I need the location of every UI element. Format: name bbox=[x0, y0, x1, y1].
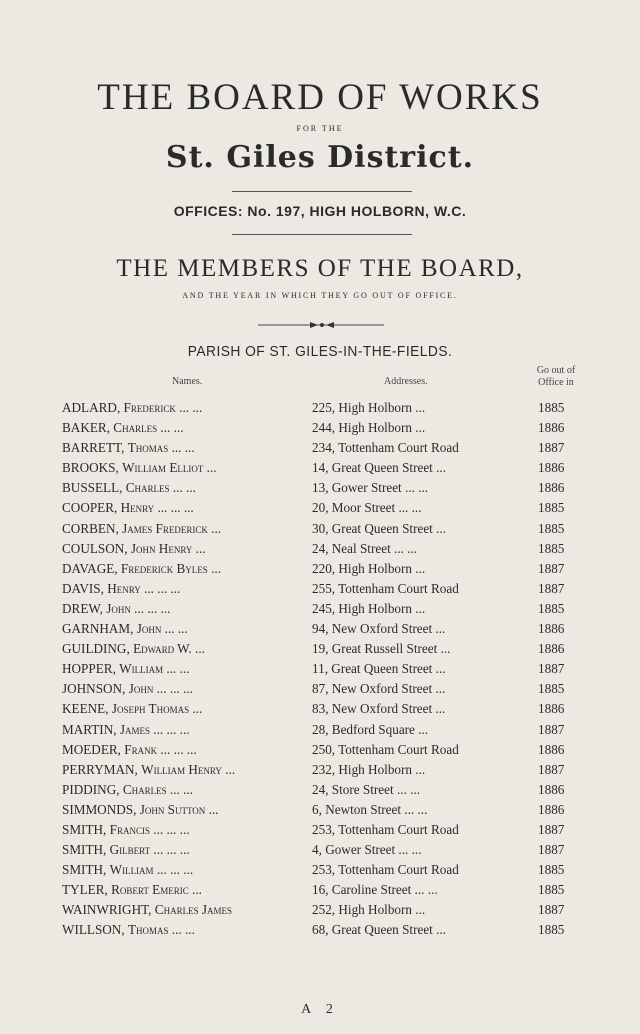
member-surname: BUSSELL, bbox=[62, 480, 123, 496]
member-name bbox=[62, 782, 193, 798]
members-subtitle: AND THE YEAR IN WHICH THEY GO OUT OF OFFICE. bbox=[182, 291, 458, 300]
member-row bbox=[62, 740, 582, 760]
member-name bbox=[62, 500, 194, 516]
member-given-names: Frederick Byles bbox=[120, 560, 208, 576]
member-address: 11, Great Queen Street ... bbox=[312, 661, 446, 677]
member-address: 24, Neal Street ... ... bbox=[312, 540, 418, 556]
member-name bbox=[62, 581, 180, 597]
member-name bbox=[62, 862, 193, 878]
member-given-names: Edward W. bbox=[133, 641, 192, 657]
member-address: 232, High Holborn ... bbox=[312, 761, 426, 777]
member-row bbox=[62, 800, 582, 820]
member-given-names: Charles bbox=[125, 480, 170, 496]
member-office-year: 1885 bbox=[538, 600, 565, 616]
for-the-label: FOR THE bbox=[296, 124, 344, 133]
member-name bbox=[62, 842, 190, 858]
page-marker: A 2 bbox=[301, 1002, 339, 1017]
divider-rule bbox=[232, 234, 412, 235]
member-given-names: Charles bbox=[113, 420, 158, 436]
member-surname: PERRYMAN, bbox=[62, 761, 138, 777]
member-address: 83, New Oxford Street ... bbox=[312, 701, 446, 717]
parish-heading: PARISH OF ST. GILES-IN-THE-FIELDS. bbox=[187, 343, 453, 360]
member-address: 234, Tottenham Court Road bbox=[312, 440, 459, 456]
member-leader-dots: ... ... ... bbox=[153, 681, 193, 697]
member-leader-dots: ... bbox=[221, 761, 236, 777]
member-surname: WAINWRIGHT, bbox=[62, 902, 152, 918]
member-surname: BARRETT, bbox=[62, 440, 125, 456]
member-name bbox=[62, 882, 202, 898]
member-surname: SMITH, bbox=[62, 842, 107, 858]
member-address: 245, High Holborn ... bbox=[312, 600, 426, 616]
member-row bbox=[62, 619, 582, 639]
member-office-year: 1887 bbox=[538, 580, 565, 596]
member-given-names: Francis bbox=[109, 821, 150, 837]
member-office-year: 1886 bbox=[538, 701, 565, 717]
member-row bbox=[62, 519, 582, 539]
member-name bbox=[62, 762, 235, 778]
member-name bbox=[62, 802, 218, 818]
member-row bbox=[62, 780, 582, 800]
member-row bbox=[62, 720, 582, 740]
member-given-names: James Frederick bbox=[122, 520, 208, 536]
member-row bbox=[62, 458, 582, 478]
member-leader-dots: ... ... ... bbox=[149, 721, 190, 737]
member-address: 253, Tottenham Court Road bbox=[312, 862, 459, 878]
member-surname: TYLER, bbox=[62, 882, 108, 898]
member-surname: CORBEN, bbox=[62, 520, 119, 536]
member-row bbox=[62, 398, 582, 418]
member-surname: SMITH, bbox=[62, 862, 107, 878]
member-leader-dots: ... ... ... bbox=[150, 842, 190, 858]
member-surname: PIDDING, bbox=[62, 781, 120, 797]
member-surname: COULSON, bbox=[62, 540, 128, 556]
member-office-year: 1885 bbox=[538, 862, 565, 878]
member-given-names: Gilbert bbox=[109, 842, 151, 858]
member-row bbox=[62, 920, 582, 940]
member-office-year: 1886 bbox=[538, 621, 565, 637]
member-name bbox=[62, 460, 217, 476]
member-given-names: Frederick bbox=[123, 400, 176, 415]
member-surname: ADLARD, bbox=[62, 400, 121, 415]
member-name bbox=[62, 922, 195, 938]
office-header-line2: Office in bbox=[538, 377, 574, 388]
member-name bbox=[62, 742, 197, 758]
member-leader-dots: ... ... bbox=[169, 480, 196, 496]
member-leader-dots: ... bbox=[188, 882, 202, 898]
member-office-year: 1885 bbox=[538, 400, 565, 415]
member-name bbox=[62, 822, 190, 838]
district-heading: St. Giles District. bbox=[165, 140, 475, 175]
member-office-year: 1887 bbox=[538, 821, 565, 837]
member-leader-dots: ... ... ... bbox=[157, 741, 197, 757]
member-name bbox=[62, 641, 205, 657]
addresses-column-header: Addresses. bbox=[384, 376, 428, 387]
member-office-year: 1886 bbox=[538, 741, 565, 757]
member-office-year: 1886 bbox=[538, 801, 565, 817]
member-name bbox=[62, 661, 190, 677]
member-leader-dots: ... ... bbox=[168, 922, 195, 938]
member-surname: BROOKS, bbox=[62, 460, 119, 476]
member-name bbox=[62, 521, 221, 537]
member-surname: JOHNSON, bbox=[62, 681, 126, 697]
member-office-year: 1885 bbox=[538, 500, 565, 516]
member-address: 87, New Oxford Street ... bbox=[312, 681, 446, 697]
member-row bbox=[62, 599, 582, 619]
member-name bbox=[62, 722, 190, 738]
member-office-year: 1886 bbox=[538, 460, 565, 476]
member-surname: BAKER, bbox=[62, 420, 110, 436]
member-name bbox=[62, 541, 206, 557]
divider-rule bbox=[232, 191, 412, 192]
member-given-names: John bbox=[136, 621, 162, 637]
member-row bbox=[62, 840, 582, 860]
member-surname: SMITH, bbox=[62, 821, 107, 837]
member-row bbox=[62, 860, 582, 880]
members-heading: THE MEMBERS OF THE BOARD, bbox=[116, 255, 524, 282]
member-name bbox=[62, 561, 221, 577]
member-office-year: 1886 bbox=[538, 480, 565, 496]
member-office-year: 1887 bbox=[538, 761, 565, 777]
member-leader-dots: ... ... ... bbox=[149, 821, 190, 837]
member-office-year: 1885 bbox=[538, 540, 565, 556]
member-given-names: Thomas bbox=[127, 922, 169, 938]
member-address: 20, Moor Street ... ... bbox=[312, 500, 422, 516]
member-surname: GUILDING, bbox=[62, 641, 130, 657]
office-header-line1: Go out of bbox=[536, 365, 576, 376]
member-leader-dots: ... bbox=[205, 801, 219, 817]
board-title: THE BOARD OF WORKS bbox=[97, 77, 543, 118]
member-name bbox=[62, 621, 188, 637]
member-office-year: 1887 bbox=[538, 842, 565, 858]
member-surname: SIMMONDS, bbox=[62, 801, 137, 817]
member-address: 244, High Holborn ... bbox=[312, 420, 426, 436]
member-row bbox=[62, 880, 582, 900]
member-leader-dots: ... ... bbox=[175, 400, 203, 415]
member-office-year: 1886 bbox=[538, 641, 565, 657]
member-given-names: Joseph Thomas bbox=[111, 701, 190, 717]
member-address: 14, Great Queen Street ... bbox=[312, 460, 447, 476]
member-given-names: Charles bbox=[122, 781, 167, 797]
member-given-names: John bbox=[106, 600, 131, 616]
member-name bbox=[62, 420, 183, 436]
member-given-names: William Henry bbox=[141, 761, 222, 777]
member-given-names: James bbox=[119, 721, 150, 737]
member-leader-dots: ... ... bbox=[161, 621, 188, 637]
member-given-names: Charles James bbox=[154, 902, 233, 918]
member-office-year: 1887 bbox=[538, 902, 565, 918]
member-row bbox=[62, 820, 582, 840]
member-office-year: 1887 bbox=[538, 440, 565, 456]
member-address: 4, Gower Street ... ... bbox=[312, 842, 422, 858]
member-leader-dots: ... bbox=[203, 460, 217, 476]
member-address: 220, High Holborn ... bbox=[312, 560, 426, 576]
member-leader-dots: ... ... bbox=[157, 420, 184, 436]
member-address: 19, Great Russell Street ... bbox=[312, 641, 451, 657]
names-column-header: Names. bbox=[172, 376, 203, 387]
member-given-names: William Elliot bbox=[122, 460, 204, 476]
member-leader-dots: ... bbox=[191, 641, 205, 657]
members-list bbox=[62, 398, 582, 941]
member-leader-dots: ... bbox=[189, 701, 203, 717]
member-office-year: 1887 bbox=[538, 661, 565, 677]
member-row bbox=[62, 579, 582, 599]
member-given-names: Robert Emeric bbox=[111, 882, 189, 898]
member-address: 94, New Oxford Street ... bbox=[312, 621, 446, 637]
member-address: 24, Store Street ... ... bbox=[312, 781, 421, 797]
member-surname: DREW, bbox=[62, 600, 103, 616]
member-address: 13, Gower Street ... ... bbox=[312, 480, 429, 496]
member-surname: MARTIN, bbox=[62, 721, 117, 737]
member-address: 225, High Holborn ... bbox=[312, 400, 426, 415]
member-leader-dots: ... bbox=[207, 560, 221, 576]
member-row bbox=[62, 418, 582, 438]
member-surname: COOPER, bbox=[62, 500, 118, 516]
member-office-year: 1885 bbox=[538, 922, 565, 938]
member-office-year: 1886 bbox=[538, 420, 565, 436]
member-row bbox=[62, 498, 582, 518]
member-surname: DAVAGE, bbox=[62, 560, 118, 576]
member-row bbox=[62, 659, 582, 679]
member-given-names: Thomas bbox=[127, 440, 169, 456]
member-address: 16, Caroline Street ... ... bbox=[312, 882, 438, 898]
member-row bbox=[62, 699, 582, 719]
member-surname: HOPPER, bbox=[62, 661, 116, 677]
member-leader-dots: ... ... ... bbox=[130, 600, 171, 616]
member-address: 255, Tottenham Court Road bbox=[312, 580, 459, 596]
member-surname: GARNHAM, bbox=[62, 621, 134, 637]
member-name bbox=[62, 601, 170, 617]
member-surname: KEENE, bbox=[62, 701, 109, 717]
member-given-names: John Sutton bbox=[139, 801, 206, 817]
member-given-names: William bbox=[119, 661, 164, 677]
member-row bbox=[62, 679, 582, 699]
member-address: 30, Great Queen Street ... bbox=[312, 520, 447, 536]
member-name bbox=[62, 440, 195, 456]
member-name bbox=[62, 902, 232, 918]
member-given-names: Frank bbox=[124, 741, 158, 757]
member-row bbox=[62, 539, 582, 559]
member-leader-dots: ... ... bbox=[168, 440, 195, 456]
member-surname: MOEDER, bbox=[62, 741, 121, 757]
member-address: 253, Tottenham Court Road bbox=[312, 821, 459, 837]
member-name bbox=[62, 701, 202, 717]
member-leader-dots: ... ... ... bbox=[153, 862, 194, 878]
member-leader-dots: ... bbox=[207, 520, 222, 536]
member-given-names: John Henry bbox=[130, 540, 193, 556]
member-row bbox=[62, 760, 582, 780]
member-row bbox=[62, 639, 582, 659]
member-row bbox=[62, 559, 582, 579]
member-given-names: Henry bbox=[107, 580, 141, 596]
member-leader-dots: ... ... ... bbox=[140, 580, 181, 596]
member-row bbox=[62, 900, 582, 920]
member-office-year: 1886 bbox=[538, 781, 565, 797]
member-office-year: 1887 bbox=[538, 560, 565, 576]
member-name bbox=[62, 681, 193, 697]
member-leader-dots: ... bbox=[192, 540, 206, 556]
offices-address: OFFICES: No. 197, HIGH HOLBORN, W.C. bbox=[173, 203, 467, 219]
member-address: 28, Bedford Square ... bbox=[312, 721, 429, 737]
member-address: 252, High Holborn ... bbox=[312, 902, 426, 918]
member-office-year: 1885 bbox=[538, 681, 565, 697]
member-surname: DAVIS, bbox=[62, 580, 104, 596]
member-given-names: William bbox=[109, 862, 154, 878]
member-row bbox=[62, 438, 582, 458]
member-given-names: Henry bbox=[120, 500, 155, 516]
member-name bbox=[62, 400, 202, 416]
member-address: 6, Newton Street ... ... bbox=[312, 801, 428, 817]
member-address: 68, Great Queen Street ... bbox=[312, 922, 447, 938]
ornament-divider bbox=[0, 315, 640, 335]
member-leader-dots: ... ... ... bbox=[154, 500, 194, 516]
member-office-year: 1887 bbox=[538, 721, 565, 737]
member-office-year: 1885 bbox=[538, 520, 565, 536]
member-surname: WILLSON, bbox=[62, 922, 125, 938]
member-name bbox=[62, 480, 196, 496]
member-office-year: 1885 bbox=[538, 882, 565, 898]
member-leader-dots: ... ... bbox=[163, 661, 190, 677]
member-address: 250, Tottenham Court Road bbox=[312, 741, 459, 757]
member-row bbox=[62, 478, 582, 498]
office-column-header bbox=[521, 365, 591, 389]
member-given-names: John bbox=[128, 681, 154, 697]
member-leader-dots: ... ... bbox=[166, 781, 193, 797]
